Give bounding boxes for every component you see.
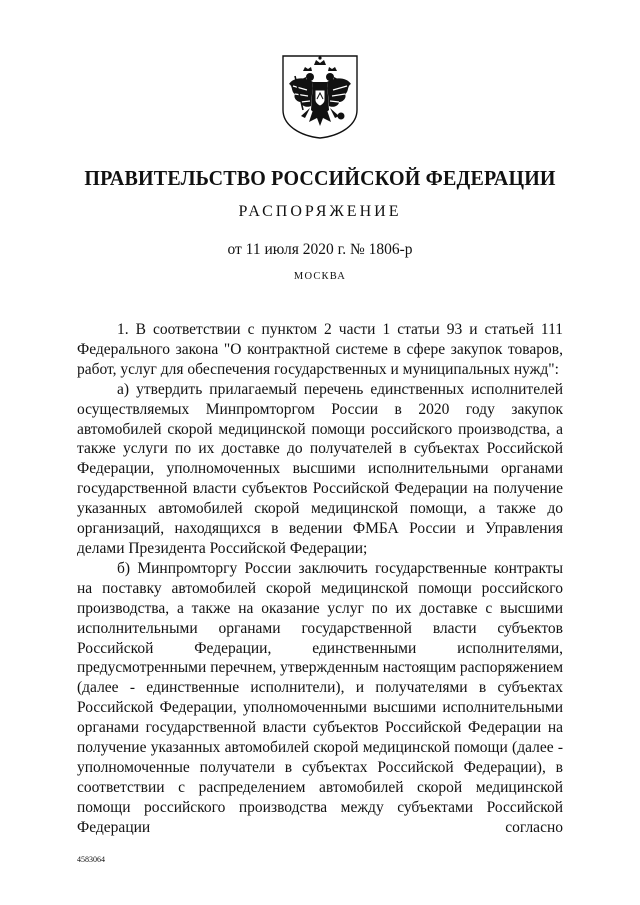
paragraph-1b: б) Минпромторгу России заключить государственные контракты на поставку автомобилей скорой медицинской помощи российского производства, а также на оказание услуг по их доставке с высшими исполнительными органами государственной власти субъектов Российской Федерации, единственными исполнителями, предусмотренными перечнем, утвержденным настоящим распоряжением (далее - единственные исполнители), и получателями в субъектах Российской Федерации, уполномоченными высшими исполнительными органами государственной власти субъектов Российской Федерации на получение указанных автомобилей скорой медицинской помощи (далее - уполномоченные получатели в субъектах Российской Федерации), в соответствии с распределением автомобилей скорой медицинской помощи российского производства между субъектами Российской Федерации согласно [77,559,563,836]
city-label: МОСКВА [293,271,347,282]
document-date-number: от 11 июля 2020 г. № 1806-р [227,241,413,258]
paragraph-1: 1. В соответствии с пунктом 2 части 1 статьи 93 и статьей 111 Федерального закона "О контрактной системе в сфере закупок товаров, работ, услуг для обеспечения государственных и муниципальных нужд": [77,321,563,378]
government-title: ПРАВИТЕЛЬСТВО РОССИЙСКОЙ ФЕДЕРАЦИИ [84,166,556,190]
emblem [277,52,363,140]
document-type: РАСПОРЯЖЕНИЕ [238,203,402,220]
document-id: 4583064 [77,855,105,864]
document-body [77,320,563,838]
russian-coat-of-arms-icon [277,52,363,140]
paragraph-1a: а) утвердить прилагаемый перечень единственных исполнителей осуществляемых Минпромторгом России в 2020 году закупок автомобилей скорой медицинской помощи российского производства, а также услуги по их доставке до получателей в субъектах Российской Федерации, уполномоченных высшими исполнительными органами государственной власти субъектов Российской Федерации на получение указанных автомобилей скорой медицинской помощи, а также до организаций, находящихся в ведении ФМБА России и Управления делами Президента Российской Федерации; [77,380,563,557]
